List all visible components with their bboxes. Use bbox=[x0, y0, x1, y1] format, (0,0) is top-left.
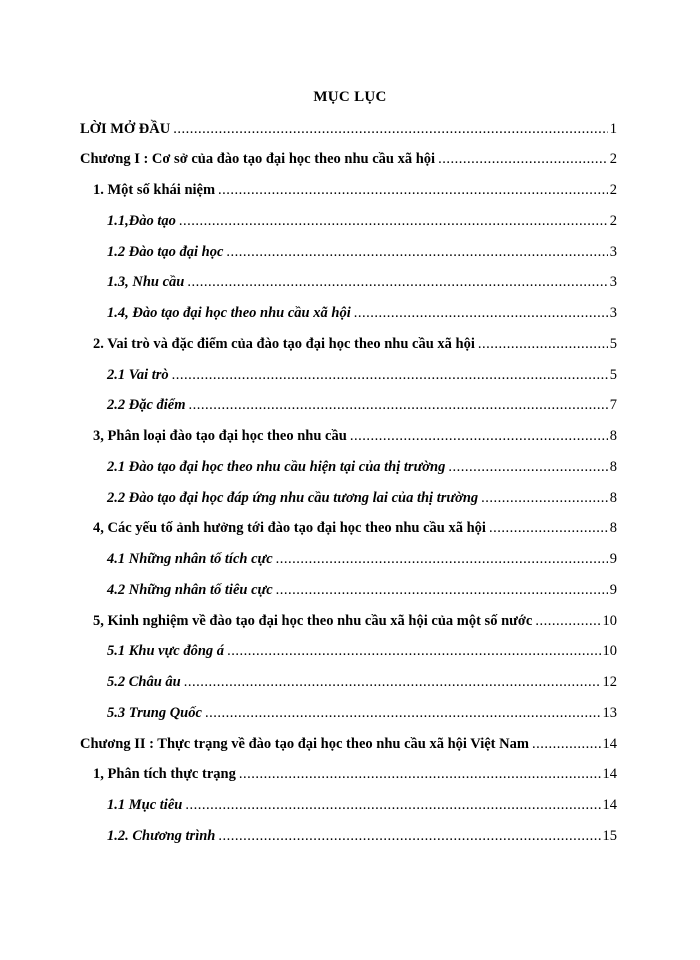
toc-entry-3-2[interactable] bbox=[107, 487, 617, 509]
toc-page-number: 10 bbox=[602, 613, 617, 629]
toc-entry-1-1[interactable] bbox=[107, 210, 617, 232]
toc-page-number: 14 bbox=[602, 797, 617, 813]
toc-entry-label: 1.4, Đào tạo đại học theo nhu cầu xã hội bbox=[107, 305, 351, 321]
toc-entry-1-3[interactable] bbox=[107, 271, 617, 293]
dot-leader bbox=[226, 241, 607, 263]
dot-leader bbox=[489, 517, 608, 539]
toc-entry-label: 1.1,Đào tạo bbox=[107, 213, 176, 229]
toc-page-number: 2 bbox=[609, 151, 617, 167]
toc-entry-1-2[interactable] bbox=[107, 241, 617, 263]
toc-entry-label: 1.2 Đào tạo đại học bbox=[107, 244, 224, 260]
dot-leader bbox=[173, 118, 608, 140]
toc-entry-2-1[interactable] bbox=[107, 364, 617, 386]
toc-page-number: 3 bbox=[609, 305, 617, 321]
toc-page-number: 5 bbox=[609, 367, 617, 383]
toc-entry-label: 1, Phân tích thực trạng bbox=[93, 766, 236, 782]
toc-entry-3-1[interactable] bbox=[107, 456, 617, 478]
toc-entry-label: Chương II : Thực trạng về đào tạo đại học theo nhu cầu xã hội Việt Nam bbox=[80, 736, 529, 752]
toc-page-number: 2 bbox=[609, 213, 617, 229]
toc-page-number: 12 bbox=[602, 674, 617, 690]
dot-leader bbox=[354, 302, 608, 324]
toc-entry-section-2[interactable] bbox=[93, 333, 617, 355]
dot-leader bbox=[276, 579, 608, 601]
toc-entry-label: 2.2 Đào tạo đại học đáp ứng nhu cầu tương lai của thị trường bbox=[107, 490, 479, 506]
toc-entry-4-1[interactable] bbox=[107, 548, 617, 570]
dot-leader bbox=[185, 794, 600, 816]
dot-leader bbox=[218, 825, 600, 847]
toc-page-number: 2 bbox=[609, 182, 617, 198]
toc-entry-ch2-1-2[interactable] bbox=[107, 825, 617, 847]
toc-entry-4-2[interactable] bbox=[107, 579, 617, 601]
dot-leader bbox=[184, 671, 601, 693]
toc-page-number: 14 bbox=[602, 766, 617, 782]
toc-entry-5-3[interactable] bbox=[107, 702, 617, 724]
dot-leader bbox=[532, 733, 601, 755]
dot-leader bbox=[448, 456, 607, 478]
toc-entry-5-1[interactable] bbox=[107, 640, 617, 662]
toc-entry-label: 3, Phân loại đào tạo đại học theo nhu cầu bbox=[93, 428, 347, 444]
toc-entry-section-5[interactable] bbox=[93, 610, 617, 632]
toc-page-number: 8 bbox=[609, 490, 617, 506]
toc-entry-chapter-1[interactable] bbox=[80, 148, 617, 170]
toc-page-number: 3 bbox=[609, 274, 617, 290]
dot-leader bbox=[478, 333, 608, 355]
toc-page-number: 13 bbox=[602, 705, 617, 721]
toc-entry-ch2-1-1[interactable] bbox=[107, 794, 617, 816]
dot-leader bbox=[535, 610, 600, 632]
toc-entry-section-4[interactable] bbox=[93, 517, 617, 539]
toc-entry-2-2[interactable] bbox=[107, 394, 617, 416]
toc-entry-label: Chương I : Cơ sở của đào tạo đại học theo nhu cầu xã hội bbox=[80, 151, 436, 167]
toc-entry-label: 5.1 Khu vực đông á bbox=[107, 643, 225, 659]
toc-page-number: 8 bbox=[609, 520, 617, 536]
dot-leader bbox=[205, 702, 601, 724]
toc-page-number: 1 bbox=[609, 121, 617, 137]
toc-entry-chapter-2[interactable] bbox=[80, 733, 617, 755]
toc-entry-1-4[interactable] bbox=[107, 302, 617, 324]
toc-entry-label: 1.3, Nhu cầu bbox=[107, 274, 185, 290]
toc-entry-label: 4, Các yếu tố ảnh hưởng tới đào tạo đại học theo nhu cầu xã hội bbox=[93, 520, 486, 536]
toc-entry-label: 5.2 Châu âu bbox=[107, 674, 181, 690]
toc-entry-section-1[interactable] bbox=[93, 179, 617, 201]
toc-page-number: 8 bbox=[609, 459, 617, 475]
toc-entry-label: 4.2 Những nhân tố tiêu cực bbox=[107, 582, 273, 598]
toc-entry-label: 1.1 Mục tiêu bbox=[107, 797, 183, 813]
toc-entry-label: 4.1 Những nhân tố tích cực bbox=[107, 551, 273, 567]
toc-entry-label: 1.2. Chương trình bbox=[107, 828, 216, 844]
toc-entry-label: 2.1 Vai trò bbox=[107, 367, 169, 383]
dot-leader bbox=[239, 763, 601, 785]
toc-page-number: 10 bbox=[602, 643, 617, 659]
toc-page-number: 14 bbox=[602, 736, 617, 752]
dot-leader bbox=[179, 210, 608, 232]
dot-leader bbox=[187, 271, 607, 293]
toc-entry-loi-mo-dau[interactable] bbox=[80, 118, 617, 140]
toc-entry-label: 2. Vai trò và đặc điểm của đào tạo đại học theo nhu cầu xã hội bbox=[93, 336, 475, 352]
toc-entry-section-3[interactable] bbox=[93, 425, 617, 447]
dot-leader bbox=[276, 548, 608, 570]
toc-entry-5-2[interactable] bbox=[107, 671, 617, 693]
dot-leader bbox=[218, 179, 608, 201]
dot-leader bbox=[350, 425, 608, 447]
dot-leader bbox=[189, 394, 608, 416]
toc-entry-ch2-section-1[interactable] bbox=[93, 763, 617, 785]
dot-leader bbox=[227, 640, 600, 662]
toc-page-number: 15 bbox=[602, 828, 617, 844]
toc-title: MỤC LỤC bbox=[313, 89, 387, 105]
toc-entry-label: 1. Một số khái niệm bbox=[93, 182, 216, 198]
toc-entry-label: 5, Kinh nghiệm về đào tạo đại học theo nhu cầu xã hội của một số nước bbox=[93, 613, 533, 629]
toc-page-number: 9 bbox=[609, 582, 617, 598]
toc-page-number: 5 bbox=[609, 336, 617, 352]
toc-entry-label: 5.3 Trung Quốc bbox=[107, 705, 202, 721]
dot-leader bbox=[438, 148, 608, 170]
toc-entry-label: 2.1 Đào tạo đại học theo nhu cầu hiện tại của thị trường bbox=[107, 459, 446, 475]
dot-leader bbox=[172, 364, 608, 386]
dot-leader bbox=[481, 487, 608, 509]
toc-entry-label: LỜI MỞ ĐẦU bbox=[80, 121, 171, 137]
toc-page-number: 9 bbox=[609, 551, 617, 567]
toc-page-number: 8 bbox=[609, 428, 617, 444]
toc-page-number: 3 bbox=[609, 244, 617, 260]
toc-page-number: 7 bbox=[609, 397, 617, 413]
toc-entry-label: 2.2 Đặc điểm bbox=[107, 397, 186, 413]
